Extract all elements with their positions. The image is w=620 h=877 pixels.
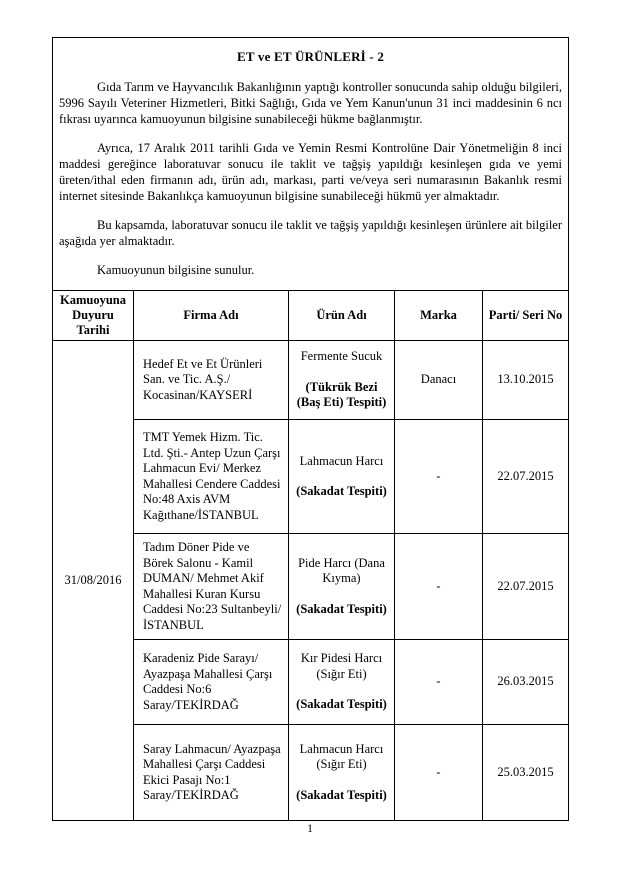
batch-cell: 22.07.2015	[483, 420, 569, 534]
product-cell	[289, 420, 395, 534]
firm-cell: TMT Yemek Hizm. Tic. Ltd. Şti.- Antep Uzun Çarşı Lahmacun Evi/ Merkez Mahallesi Cendere Caddesi No:48 Axis AVM Kağıthane/İSTANBUL	[134, 420, 289, 534]
product-finding: (Sakadat Tespiti)	[296, 601, 387, 616]
header-product-name: Ürün Adı	[289, 291, 395, 341]
intro-paragraph-4: Kamuoyunun bilgisine sunulur.	[97, 263, 255, 277]
intro-section	[53, 38, 569, 291]
batch-cell: 13.10.2015	[483, 341, 569, 420]
batch-cell: 25.03.2015	[483, 725, 569, 821]
product-cell	[289, 341, 395, 420]
header-firm-name: Firma Adı	[134, 291, 289, 341]
firm-cell: Hedef Et ve Et Ürünleri San. ve Tic. A.Ş./ Kocasinan/KAYSERİ	[134, 341, 289, 420]
product-cell	[289, 534, 395, 640]
batch-cell: 22.07.2015	[483, 534, 569, 640]
page-number: 1	[307, 823, 313, 835]
table-row	[53, 341, 569, 420]
intro-paragraph-2: Ayrıca, 17 Aralık 2011 tarihli Gıda ve Yemin Resmi Kontrolüne Dair Yönetmeliğin 8 inci maddesi gereğince laboratuvar sonucu ile taklit ve tağşiş yapıldığı kesinleşen gıda ve yemi üreten/ithal eden firmanın adı, ürün adı, markası, parti ve/veya seri numarasının Bakanlık resmi internet sitesinde Bakanlıkça kamuoyunun bilgisine sunabileceği hükmü yer almaktadır.	[59, 141, 563, 203]
brand-cell: -	[395, 420, 483, 534]
header-brand: Marka	[395, 291, 483, 341]
product-name: Fermente Sucuk	[300, 349, 383, 364]
product-cell	[289, 725, 395, 821]
intro-row	[53, 38, 569, 291]
product-finding: (Sakadat Tespiti)	[296, 697, 387, 712]
header-announcement-date: Kamuoyuna Duyuru Tarihi	[53, 291, 134, 341]
intro-paragraph-3: Bu kapsamda, laboratuvar sonucu ile taklit ve tağşiş yapıldığı kesinleşen ürünlere ait bilgiler aşağıda yer almaktadır.	[59, 218, 563, 248]
firm-cell: Tadım Döner Pide ve Börek Salonu - Kamil DUMAN/ Mehmet Akif Mahallesi Kuran Kursu Caddesi No:23 Sultanbeyli/İSTANBUL	[134, 534, 289, 640]
product-cell	[289, 640, 395, 725]
brand-cell: Danacı	[395, 341, 483, 420]
brand-cell: -	[395, 725, 483, 821]
announcement-date-cell: 31/08/2016	[53, 341, 134, 821]
product-name: Lahmacun Harcı	[299, 453, 384, 468]
product-name: Pide Harcı (Dana Kıyma)	[298, 555, 385, 586]
document-page	[52, 37, 568, 821]
product-name: Kır Pidesi Harcı (Sığır Eti)	[300, 651, 383, 681]
product-name: Lahmacun Harcı (Sığır Eti)	[299, 741, 384, 772]
brand-cell: -	[395, 534, 483, 640]
firm-cell: Karadeniz Pide Sarayı/ Ayazpaşa Mahallesi Çarşı Caddesi No:6 Saray/TEKİRDAĞ	[134, 640, 289, 725]
document-title: ET ve ET ÜRÜNLERİ - 2	[236, 49, 385, 64]
header-batch-serial: Parti/ Seri No	[483, 291, 569, 341]
batch-cell: 26.03.2015	[483, 640, 569, 725]
announcement-table	[52, 37, 569, 821]
table-header-row	[53, 291, 569, 341]
product-finding: (Tükrük Bezi (Baş Eti) Tespiti)	[296, 379, 387, 410]
intro-paragraph-1: Gıda Tarım ve Hayvancılık Bakanlığının yaptığı kontroller sonucunda sahip olduğu bilgileri, 5996 Sayılı Veteriner Hizmetleri, Bitki Sağlığı, Gıda ve Yem Kanun'unun 31 inci maddesinin 6 ncı fıkrası uyarınca kamuoyunun bilgisine sunabileceği hükme bağlanmıştır.	[59, 80, 563, 126]
product-finding: (Sakadat Tespiti)	[296, 787, 387, 802]
brand-cell: -	[395, 640, 483, 725]
product-finding: (Sakadat Tespiti)	[296, 484, 387, 498]
firm-cell: Saray Lahmacun/ Ayazpaşa Mahallesi Çarşı Caddesi Ekici Pasajı No:1 Saray/TEKİRDAĞ	[134, 725, 289, 821]
